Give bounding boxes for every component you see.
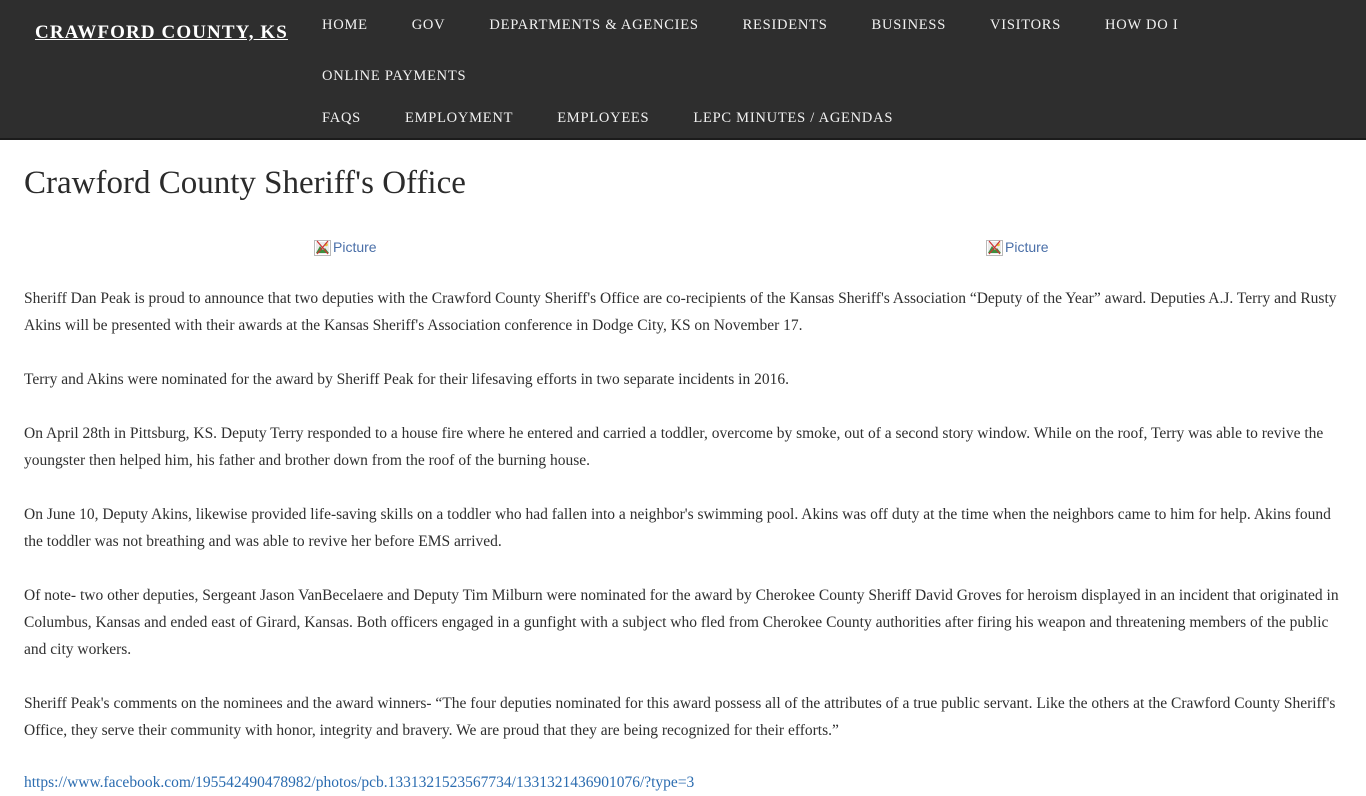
article-paragraph-2: Terry and Akins were nominated for the award by Sheriff Peak for their lifesaving efforts in two separate incidents in 2016. — [24, 366, 1342, 393]
broken-image-icon — [986, 240, 1003, 256]
broken-image-placeholder-2[interactable] — [986, 239, 1049, 255]
article-body — [24, 285, 1342, 796]
article-image-row — [24, 239, 1342, 285]
nav-faqs[interactable]: FAQS — [300, 101, 383, 138]
nav-business[interactable]: BUSINESS — [850, 0, 969, 51]
nav-visitors[interactable]: VISITORS — [968, 0, 1083, 51]
main-content — [0, 164, 1366, 796]
nav-item-visitors[interactable] — [968, 0, 1083, 51]
nav-employees[interactable]: EMPLOYEES — [535, 101, 671, 138]
nav-row-primary — [300, 0, 1356, 101]
nav-item-business[interactable] — [850, 0, 969, 51]
broken-image-placeholder-1[interactable] — [314, 239, 377, 255]
article-paragraph-1: Sheriff Dan Peak is proud to announce that two deputies with the Crawford County Sheriff's Office are co-recipients of the Kansas Sheriff's Association “Deputy of the Year” award. Deputies A.J. Terry and Rusty Akins will be presented with their awards at the Kansas Sheriff's Association conference in Dodge City, KS on November 17. — [24, 285, 1342, 339]
nav-item-departments-agencies[interactable] — [467, 0, 720, 51]
nav-residents[interactable]: RESIDENTS — [721, 0, 850, 51]
facebook-link-paragraph — [24, 769, 1342, 796]
nav-item-faqs[interactable] — [300, 101, 383, 138]
article-paragraph-6: Sheriff Peak's comments on the nominees and the award winners- “The four deputies nominated for this award possess all of the attributes of a true public servant. Like the others at the Crawford County Sheriff's Office, they serve their community with honor, integrity and bravery. We are proud that they are being recognized for their efforts.” — [24, 690, 1342, 744]
nav-lepc-minutes-agendas[interactable]: LEPC MINUTES / AGENDAS — [671, 101, 915, 138]
nav-item-gov[interactable] — [390, 0, 468, 51]
nav-item-employees[interactable] — [535, 101, 671, 138]
article-paragraph-4: On June 10, Deputy Akins, likewise provided life-saving skills on a toddler who had fallen into a neighbor's swimming pool. Akins was off duty at the time when the neighbors came to him for help. Akins found the toddler was not breathing and was able to revive her before EMS arrived. — [24, 501, 1342, 555]
primary-navigation — [300, 0, 1366, 138]
nav-item-residents[interactable] — [721, 0, 850, 51]
nav-employment[interactable]: EMPLOYMENT — [383, 101, 535, 138]
article-paragraph-5: Of note- two other deputies, Sergeant Jason VanBecelaere and Deputy Tim Milburn were nominated for the award by Cherokee County Sheriff David Groves for heroism displayed in an incident that originated in Columbus, Kansas and ended east of Girard, Kansas. Both officers engaged in a gunfight with a subject who fled from Cherokee County authorities after firing his weapon and threatening members of the public and city workers. — [24, 582, 1342, 663]
nav-item-online-payments[interactable] — [300, 51, 488, 102]
site-header — [0, 0, 1366, 140]
nav-item-lepc-minutes-agendas[interactable] — [671, 101, 915, 138]
nav-departments-agencies[interactable]: DEPARTMENTS & AGENCIES — [467, 0, 720, 51]
broken-image-alt-text-1: Picture — [333, 239, 377, 255]
facebook-photo-link[interactable]: https://www.facebook.com/195542490478982/photos/pcb.1331321523567734/1331321436901076/?type=3 — [24, 774, 694, 791]
nav-gov[interactable]: GOV — [390, 0, 468, 51]
broken-image-alt-text-2: Picture — [1005, 239, 1049, 255]
site-brand-logo[interactable]: CRAWFORD COUNTY, KS — [0, 0, 300, 43]
page-title: Crawford County Sheriff's Office — [24, 164, 1342, 204]
nav-item-employment[interactable] — [383, 101, 535, 138]
nav-item-how-do-i[interactable] — [1083, 0, 1200, 51]
nav-how-do-i[interactable]: HOW DO I — [1083, 0, 1200, 51]
article-paragraph-3: On April 28th in Pittsburg, KS. Deputy Terry responded to a house fire where he entered and carried a toddler, overcome by smoke, out of a second story window. While on the roof, Terry was able to revive the youngster then helped him, his father and brother down from the roof of the burning house. — [24, 420, 1342, 474]
nav-online-payments[interactable]: ONLINE PAYMENTS — [300, 51, 488, 102]
nav-item-home[interactable] — [300, 0, 390, 51]
nav-home[interactable]: HOME — [300, 0, 390, 51]
nav-row-secondary — [300, 101, 1356, 138]
broken-image-icon — [314, 240, 331, 256]
